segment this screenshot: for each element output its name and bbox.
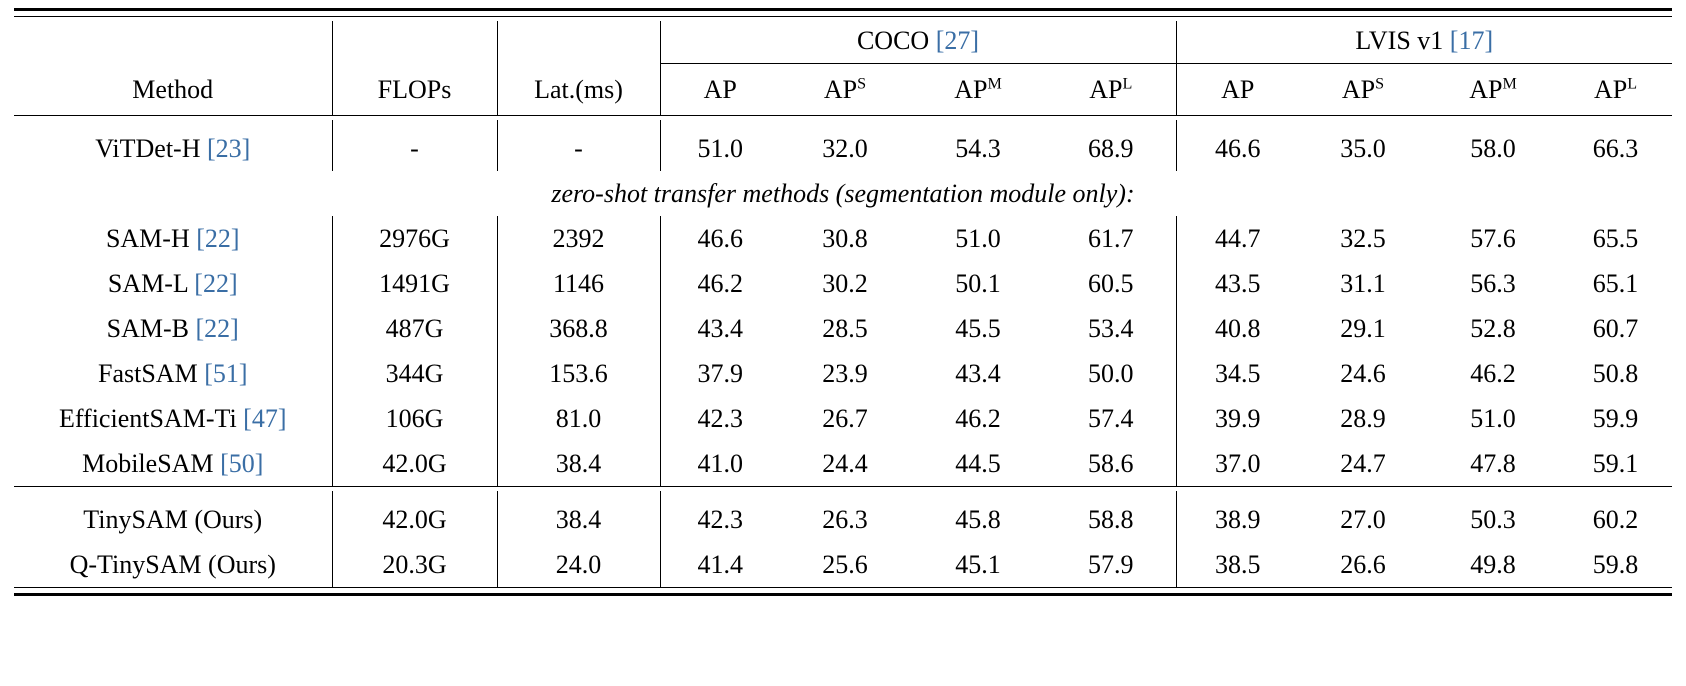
table-row [14,261,1672,306]
cell-coco-ap: 41.4 [660,542,780,588]
cell-lat: - [497,120,660,171]
cell-flops: 344G [332,351,497,396]
table-row [14,351,1672,396]
cell-lvis-apl: 65.1 [1592,268,1639,298]
citation-link[interactable]: [50] [220,448,264,478]
cell-coco-aps: 24.4 [822,448,868,478]
table-row [14,441,1672,487]
col-header-method: Method [132,75,214,104]
citation-link[interactable]: [22] [194,268,238,298]
cell-coco-ap: 41.0 [660,441,780,487]
col-header-lvis-aps: $AP^S$ [1341,75,1385,104]
group-header-row [14,21,1672,61]
cell-coco-apl: 58.8 [1088,504,1134,534]
table-row [14,491,1672,542]
cell-coco-apl: 50.0 [1088,358,1134,388]
cell-lvis-apm: 50.3 [1470,504,1516,534]
table-row [14,216,1672,261]
col-header-lvis-apm: $AP^M$ [1469,75,1517,104]
citation-link[interactable]: [23] [206,133,251,163]
cell-lvis-apl: 66.3 [1592,133,1639,163]
cell-lvis-apl: 59.9 [1592,403,1639,433]
cell-coco-apm: 51.0 [955,223,1001,253]
cell-lvis-apl: 65.5 [1592,223,1639,253]
cell-lvis-apm: 46.2 [1470,358,1516,388]
table-row [14,306,1672,351]
group-rule-lvis [1176,61,1672,65]
cell-coco-apm: 45.8 [955,504,1001,534]
cell-coco-ap: 46.6 [660,216,780,261]
cell-coco-aps: 26.7 [822,403,868,433]
cell-coco-apm: 43.4 [955,358,1001,388]
cell-lvis-apm: 57.6 [1470,223,1516,253]
cell-coco-apl: 57.9 [1088,549,1134,579]
column-header-row [14,65,1672,116]
row-method-q-tinysam: Q-TinySAM (Ours) [69,549,276,579]
cell-lvis-ap: 37.0 [1176,441,1299,487]
col-header-coco-apl: $AP^L$ [1089,75,1133,104]
cell-flops: 42.0G [332,491,497,542]
cell-flops: - [332,120,497,171]
row-method-vitdet: ViTDet-H [23] [95,133,251,163]
col-header-lvis-apl: $AP^L$ [1593,75,1638,104]
cell-coco-aps: 30.2 [822,268,868,298]
cell-flops: 2976G [332,216,497,261]
cell-lvis-aps: 32.5 [1340,223,1386,253]
group-underline-row [14,61,1672,65]
cell-flops: 20.3G [332,542,497,588]
cell-lat: 1146 [497,261,660,306]
cell-lat: 38.4 [497,441,660,487]
cell-lvis-ap: 40.8 [1176,306,1299,351]
cell-coco-apl: 53.4 [1088,313,1134,343]
row-method-sam-l: SAM-L [22] [107,268,238,298]
table-rule-top [14,10,1672,17]
cell-lat: 2392 [497,216,660,261]
cell-coco-ap: 42.3 [660,396,780,441]
cell-coco-ap: 51.0 [660,120,780,171]
cell-flops: 42.0G [332,441,497,487]
cell-lvis-apm: 49.8 [1470,549,1516,579]
table-rule-bottom-second [14,595,1672,599]
cell-lvis-aps: 28.9 [1340,403,1386,433]
col-header-lvis-ap: AP [1176,65,1299,116]
cell-coco-aps: 32.0 [822,133,868,163]
cell-lvis-aps: 31.1 [1340,268,1386,298]
cell-coco-ap: 46.2 [660,261,780,306]
table-row [14,542,1672,588]
table-rule-bottom [14,588,1672,595]
cell-lvis-apl: 60.7 [1592,313,1639,343]
cell-lat: 24.0 [497,542,660,588]
cell-lvis-apm: 51.0 [1470,403,1516,433]
cell-coco-apm: 54.3 [955,133,1001,163]
cell-lvis-aps: 26.6 [1340,549,1386,579]
citation-link[interactable]: [22] [196,223,240,253]
cell-coco-apl: 60.5 [1088,268,1134,298]
cell-coco-aps: 30.8 [822,223,868,253]
cell-lvis-aps: 27.0 [1340,504,1386,534]
cell-coco-apl: 61.7 [1088,223,1134,253]
row-method-tinysam: TinySAM (Ours) [83,504,263,534]
col-header-coco-apm: $AP^M$ [954,75,1002,104]
row-method-mobilesam: MobileSAM [50] [82,448,264,478]
cell-lvis-apm: 47.8 [1470,448,1516,478]
section-note: zero-shot transfer methods (segmentation module only): [551,178,1135,208]
cell-coco-apl: 68.9 [1088,133,1134,163]
cell-lvis-apl: 59.8 [1592,549,1639,579]
cell-lvis-ap: 38.9 [1176,491,1299,542]
group-header-lvis [1176,21,1672,61]
cell-lvis-ap: 46.6 [1176,120,1299,171]
cell-coco-apl: 58.6 [1088,448,1134,478]
cell-coco-apl: 57.4 [1088,403,1134,433]
cell-flops: 106G [332,396,497,441]
table-row [14,396,1672,441]
cell-lvis-aps: 24.6 [1340,358,1386,388]
cell-lvis-aps: 35.0 [1340,133,1386,163]
cell-lat: 81.0 [497,396,660,441]
row-method-fastsam: FastSAM [51] [97,358,248,388]
cell-lat: 153.6 [497,351,660,396]
cell-lvis-ap: 43.5 [1176,261,1299,306]
cell-lvis-apl: 59.1 [1592,448,1639,478]
cell-lvis-ap: 44.7 [1176,216,1299,261]
cell-coco-apm: 45.5 [955,313,1001,343]
cell-lvis-aps: 24.7 [1340,448,1386,478]
cell-lvis-apl: 50.8 [1592,358,1639,388]
group-label-coco: COCO [856,26,930,55]
cell-lvis-aps: 29.1 [1340,313,1386,343]
cell-coco-ap: 43.4 [660,306,780,351]
cell-coco-ap: 37.9 [660,351,780,396]
group-label-lvis: LVIS v1 [1355,26,1444,55]
citation-link[interactable]: [51] [204,358,248,388]
col-header-flops: FLOPs [332,65,497,116]
cell-flops: 487G [332,306,497,351]
cell-coco-aps: 26.3 [822,504,868,534]
row-method-efficientsam-ti: EfficientSAM-Ti [47] [58,403,287,433]
cell-lvis-apl: 60.2 [1592,504,1639,534]
section-note-row [14,171,1672,216]
cell-lvis-ap: 38.5 [1176,542,1299,588]
cell-coco-apm: 45.1 [955,549,1001,579]
row-method-sam-b: SAM-B [22] [106,313,239,343]
row-method-sam-h: SAM-H [22] [105,223,240,253]
table-row [14,120,1672,171]
cell-lvis-ap: 39.9 [1176,396,1299,441]
cell-coco-aps: 23.9 [822,358,868,388]
group-header-coco [660,21,1176,61]
cell-lvis-apm: 58.0 [1470,133,1516,163]
group-rule-coco [660,61,1176,65]
cell-coco-ap: 42.3 [660,491,780,542]
col-header-lat: Lat.(ms) [497,65,660,116]
col-header-coco-aps: $AP^S$ [823,75,867,104]
cell-flops: 1491G [332,261,497,306]
group-header-blank-lat [497,21,660,61]
cell-coco-aps: 28.5 [822,313,868,343]
group-citation-lvis[interactable]: [17] [1449,26,1494,55]
cell-lvis-ap: 34.5 [1176,351,1299,396]
citation-link[interactable]: [47] [243,403,287,433]
group-header-blank-flops [332,21,497,61]
cell-coco-apm: 50.1 [955,268,1001,298]
cell-coco-apm: 46.2 [955,403,1001,433]
results-table [14,8,1672,598]
col-header-coco-ap: AP [660,65,780,116]
group-citation-coco[interactable]: [27] [935,26,980,55]
cell-coco-aps: 25.6 [822,549,868,579]
cell-lat: 368.8 [497,306,660,351]
cell-coco-apm: 44.5 [955,448,1001,478]
cell-lvis-apm: 52.8 [1470,313,1516,343]
citation-link[interactable]: [22] [195,313,239,343]
cell-lvis-apm: 56.3 [1470,268,1516,298]
group-header-blank-method [14,21,332,61]
cell-lat: 38.4 [497,491,660,542]
